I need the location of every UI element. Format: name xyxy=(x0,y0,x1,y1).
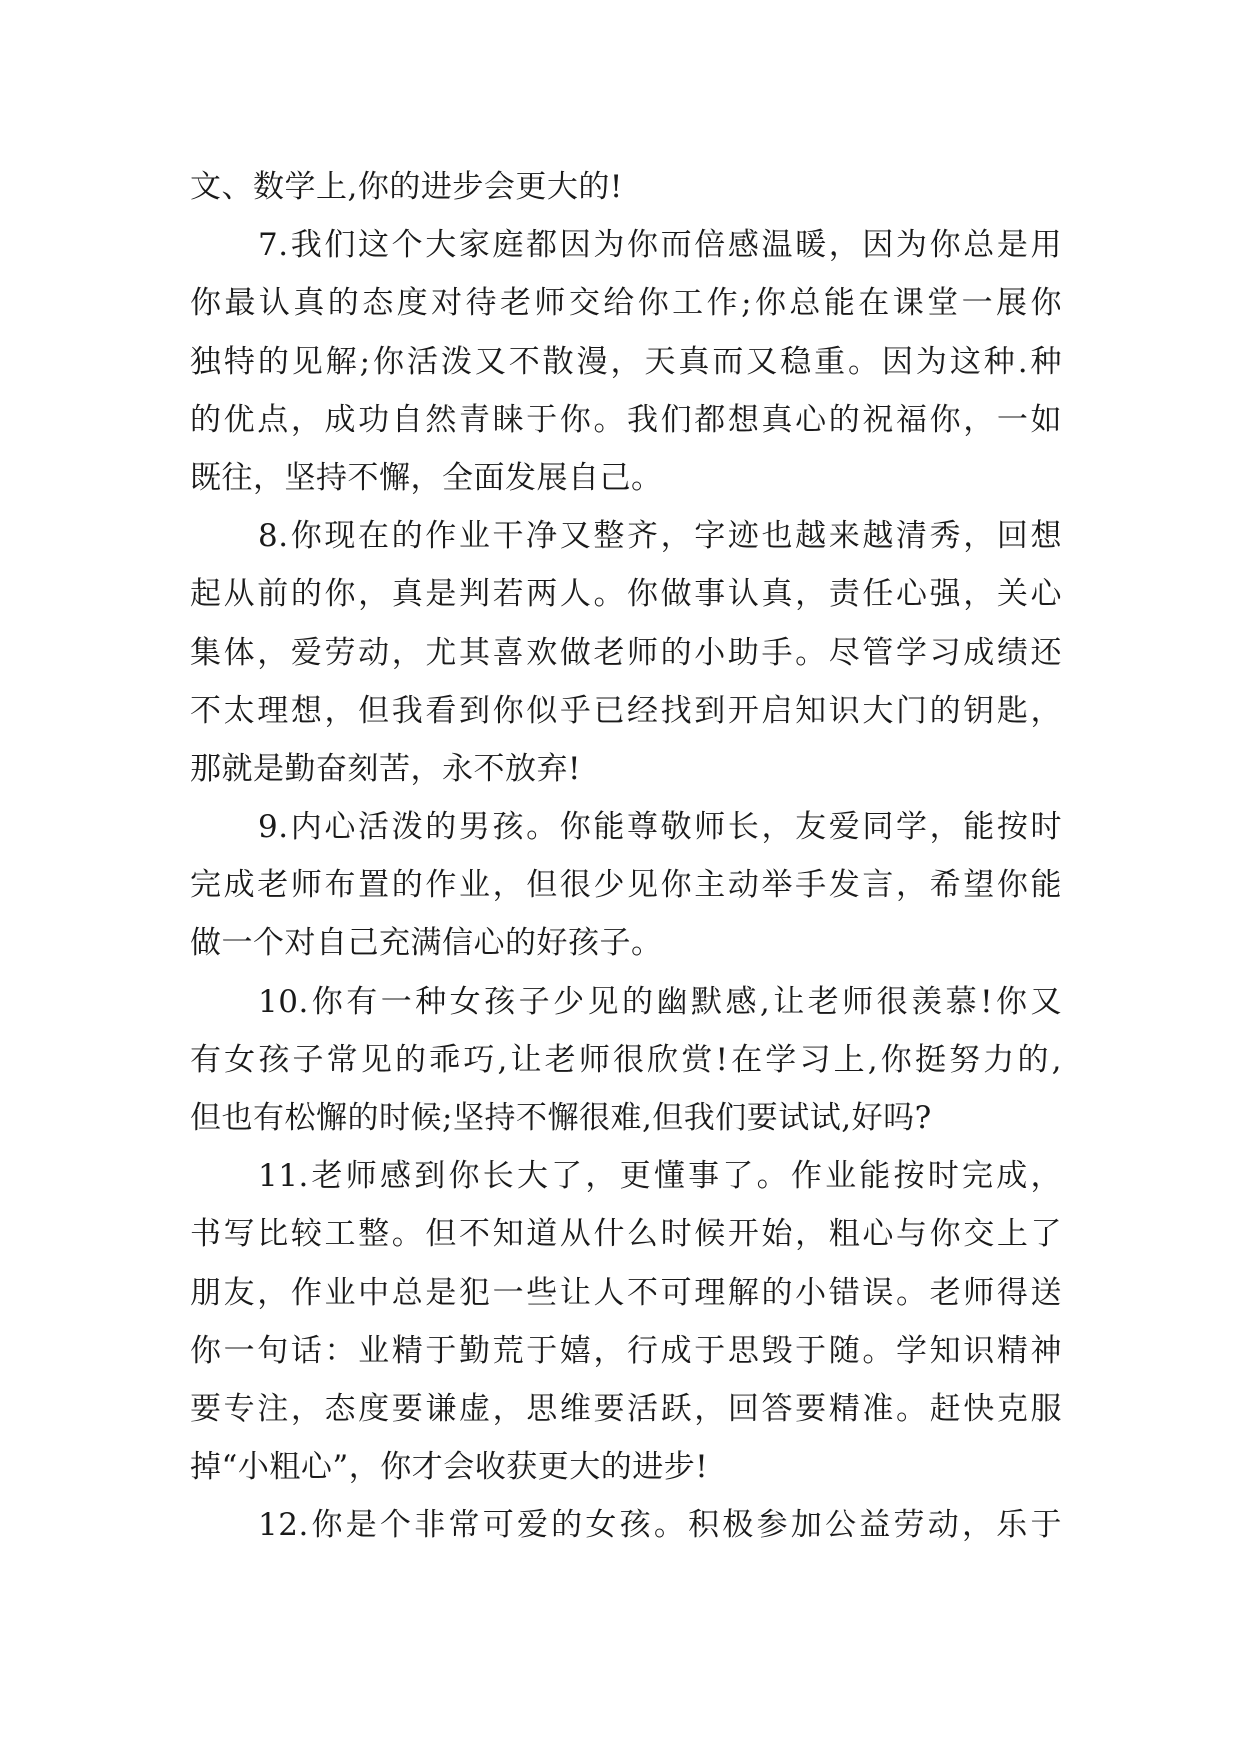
text-line: 你最认真的态度对待老师交给你工作;你总能在课堂一展你 xyxy=(190,285,1062,322)
paragraph-first-line: 8.你现在的作业干净又整齐，字迹也越来越清秀，回想 xyxy=(258,518,1062,555)
text-line: 那就是勤奋刻苦，永不放弃! xyxy=(190,750,581,787)
paragraph-first-line: 11.老师感到你长大了，更懂事了。作业能按时完成， xyxy=(258,1158,1062,1195)
text-line: 完成老师布置的作业，但很少见你主动举手发言，希望你能 xyxy=(190,867,1062,904)
text-line: 朋友，作业中总是犯一些让人不可理解的小错误。老师得送 xyxy=(190,1274,1062,1311)
text-line: 独特的见解;你活泼又不散漫，天真而又稳重。因为这种.种 xyxy=(190,343,1062,380)
paragraph-first-line: 10.你有一种女孩子少见的幽默感,让老师很羡慕!你又 xyxy=(258,983,1062,1020)
paragraph-first-line: 7.我们这个大家庭都因为你而倍感温暖，因为你总是用 xyxy=(258,227,1062,264)
paragraph-first-line: 9.内心活泼的男孩。你能尊敬师长，友爱同学，能按时 xyxy=(258,809,1062,846)
text-line: 但也有松懈的时候;坚持不懈很难,但我们要试试,好吗? xyxy=(190,1100,932,1136)
text-line: 集体，爱劳动，尤其喜欢做老师的小助手。尽管学习成绩还 xyxy=(190,634,1062,671)
text-line: 不太理想，但我看到你似乎已经找到开启知识大门的钥匙， xyxy=(190,692,1062,729)
text-line: 掉“小粗心”，你才会收获更大的进步! xyxy=(190,1449,709,1486)
text-line: 要专注，态度要谦虚，思维要活跃，回答要精准。赶快克服 xyxy=(190,1390,1062,1427)
text-line: 文、数学上,你的进步会更大的! xyxy=(190,169,623,205)
paragraph-first-line: 12.你是个非常可爱的女孩。积极参加公益劳动，乐于 xyxy=(258,1507,1062,1544)
text-line: 的优点，成功自然青睐于你。我们都想真心的祝福你，一如 xyxy=(190,401,1062,438)
document-body xyxy=(190,158,1062,1555)
text-line: 既往，坚持不懈，全面发展自己。 xyxy=(190,459,663,496)
text-line: 有女孩子常见的乖巧,让老师很欣赏!在学习上,你挺努力的, xyxy=(190,1041,1062,1078)
text-line: 你一句话：业精于勤荒于嬉，行成于思毁于随。学知识精神 xyxy=(190,1332,1062,1369)
text-line: 起从前的你，真是判若两人。你做事认真，责任心强，关心 xyxy=(190,576,1062,613)
text-line: 做一个对自己充满信心的好孩子。 xyxy=(190,925,663,962)
text-line: 书写比较工整。但不知道从什么时候开始，粗心与你交上了 xyxy=(190,1216,1062,1253)
